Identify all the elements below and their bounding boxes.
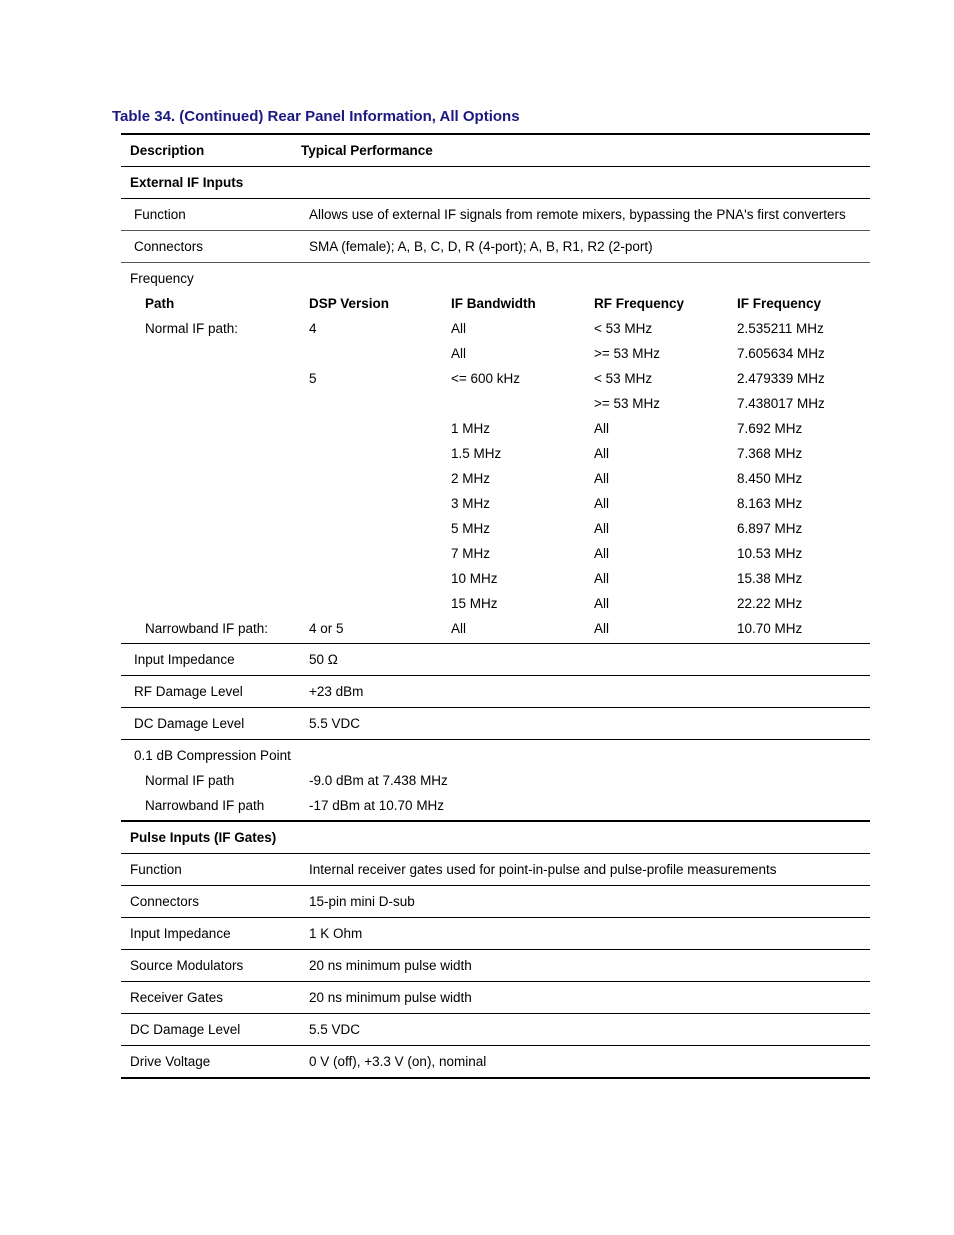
frequency-row xyxy=(121,571,870,596)
row-value: 20 ns minimum pulse width xyxy=(309,958,472,973)
header-performance: Typical Performance xyxy=(301,143,433,158)
row-value: 5.5 VDC xyxy=(309,1022,361,1037)
rf-frequency: >= 53 MHz xyxy=(594,346,661,361)
compression-label: 0.1 dB Compression Point xyxy=(134,748,291,763)
rf-frequency: All xyxy=(594,421,610,436)
if-bandwidth: All xyxy=(451,621,467,636)
table-row xyxy=(121,708,870,739)
table-title: Table 34. (Continued) Rear Panel Information, All Options xyxy=(112,108,520,125)
rf-frequency: All xyxy=(594,571,610,586)
frequency-block xyxy=(121,263,870,643)
table-row xyxy=(121,918,870,949)
path-value: -17 dBm at 10.70 MHz xyxy=(309,798,445,813)
table-row xyxy=(121,1014,870,1045)
freq-header: IF Bandwidth xyxy=(451,296,536,311)
if-frequency: 8.450 MHz xyxy=(737,471,803,486)
path-name: Normal IF path xyxy=(145,773,235,788)
freq-header: DSP Version xyxy=(309,296,390,311)
if-frequency: 7.692 MHz xyxy=(737,421,803,436)
if-frequency: 2.479339 MHz xyxy=(737,371,825,386)
section-title: External IF Inputs xyxy=(130,175,244,190)
rf-frequency: All xyxy=(594,521,610,536)
row-label: Drive Voltage xyxy=(130,1054,211,1069)
frequency-row xyxy=(121,546,870,571)
row-value: 20 ns minimum pulse width xyxy=(309,990,472,1005)
frequency-row xyxy=(121,396,870,421)
compression-row xyxy=(121,798,870,823)
row-label: RF Damage Level xyxy=(134,684,243,699)
row-value: 15-pin mini D-sub xyxy=(309,894,415,909)
if-bandwidth: 5 MHz xyxy=(451,521,491,536)
if-frequency: 10.53 MHz xyxy=(737,546,803,561)
if-frequency: 7.438017 MHz xyxy=(737,396,825,411)
if-bandwidth: 1.5 MHz xyxy=(451,446,502,461)
path-name: Narrowband IF path: xyxy=(145,621,269,636)
compression-row xyxy=(121,773,870,798)
if-frequency: 10.70 MHz xyxy=(737,621,803,636)
row-label: DC Damage Level xyxy=(134,716,245,731)
if-frequency: 15.38 MHz xyxy=(737,571,803,586)
frequency-row xyxy=(121,496,870,521)
row-value: Internal receiver gates used for point-in-pulse and pulse-profile measurements xyxy=(309,862,777,877)
section-external-if xyxy=(121,167,870,198)
if-bandwidth: 2 MHz xyxy=(451,471,491,486)
table-row xyxy=(121,231,870,262)
if-bandwidth: 1 MHz xyxy=(451,421,491,436)
table-row xyxy=(121,950,870,981)
row-label: Connectors xyxy=(134,239,204,254)
table-row xyxy=(121,199,870,230)
frequency-row xyxy=(121,471,870,496)
path-name: Narrowband IF path xyxy=(145,798,265,813)
frequency-label: Frequency xyxy=(130,271,194,286)
if-frequency: 2.535211 MHz xyxy=(737,321,824,336)
if-frequency: 6.897 MHz xyxy=(737,521,803,536)
frequency-header-row xyxy=(121,296,870,321)
if-bandwidth: 15 MHz xyxy=(451,596,498,611)
row-value: +23 dBm xyxy=(309,684,364,699)
row-value: 50 Ω xyxy=(309,652,338,667)
if-bandwidth: 3 MHz xyxy=(451,496,491,511)
rf-frequency: All xyxy=(594,446,610,461)
dsp-version: 4 xyxy=(309,321,317,336)
dsp-version: 4 or 5 xyxy=(309,621,344,636)
rf-frequency: All xyxy=(594,471,610,486)
if-bandwidth: All xyxy=(451,321,467,336)
row-value: 0 V (off), +3.3 V (on), nominal xyxy=(309,1054,487,1069)
row-label: Connectors xyxy=(130,894,200,909)
table-row xyxy=(121,1046,870,1077)
if-bandwidth: 10 MHz xyxy=(451,571,498,586)
row-value: SMA (female); A, B, C, D, R (4-port); A, B, R1, R2 (2-port) xyxy=(309,239,653,254)
freq-header: IF Frequency xyxy=(737,296,822,311)
frequency-row xyxy=(121,521,870,546)
table-header xyxy=(121,135,870,166)
if-frequency: 7.605634 MHz xyxy=(737,346,825,361)
path-name: Normal IF path: xyxy=(145,321,239,336)
table-row xyxy=(121,676,870,707)
row-label: Receiver Gates xyxy=(130,990,224,1005)
frequency-row xyxy=(121,596,870,621)
rf-frequency: < 53 MHz xyxy=(594,371,653,386)
row-label: Source Modulators xyxy=(130,958,244,973)
table-row xyxy=(121,854,870,885)
rf-frequency: All xyxy=(594,621,610,636)
row-label: Input Impedance xyxy=(130,926,231,941)
freq-header: Path xyxy=(145,296,175,311)
frequency-row xyxy=(121,346,870,371)
section-pulse-inputs xyxy=(121,822,870,853)
if-bandwidth: All xyxy=(451,346,467,361)
table-row xyxy=(121,886,870,917)
freq-header: RF Frequency xyxy=(594,296,685,311)
row-label: Input Impedance xyxy=(134,652,235,667)
row-label: DC Damage Level xyxy=(130,1022,241,1037)
rf-frequency: < 53 MHz xyxy=(594,321,653,336)
rf-frequency: All xyxy=(594,496,610,511)
table-row xyxy=(121,982,870,1013)
row-value: Allows use of external IF signals from remote mixers, bypassing the PNA's first converters xyxy=(309,207,846,222)
table-row xyxy=(121,644,870,675)
path-value: -9.0 dBm at 7.438 MHz xyxy=(309,773,448,788)
if-frequency: 8.163 MHz xyxy=(737,496,803,511)
if-bandwidth: <= 600 kHz xyxy=(451,371,521,386)
frequency-row xyxy=(121,446,870,471)
compression-block xyxy=(121,740,870,820)
dsp-version: 5 xyxy=(309,371,317,386)
row-label: Function xyxy=(130,862,182,877)
if-frequency: 7.368 MHz xyxy=(737,446,803,461)
row-value: 5.5 VDC xyxy=(309,716,361,731)
row-label: Function xyxy=(134,207,186,222)
frequency-row xyxy=(121,421,870,446)
row-value: 1 K Ohm xyxy=(309,926,363,941)
rf-frequency: All xyxy=(594,546,610,561)
section-title: Pulse Inputs (IF Gates) xyxy=(130,830,277,845)
rear-panel-table xyxy=(121,133,870,1079)
header-description: Description xyxy=(130,143,205,158)
rf-frequency: All xyxy=(594,596,610,611)
if-bandwidth: 7 MHz xyxy=(451,546,491,561)
rf-frequency: >= 53 MHz xyxy=(594,396,661,411)
frequency-row xyxy=(121,621,870,646)
if-frequency: 22.22 MHz xyxy=(737,596,803,611)
frequency-row xyxy=(121,321,870,346)
frequency-row xyxy=(121,371,870,396)
